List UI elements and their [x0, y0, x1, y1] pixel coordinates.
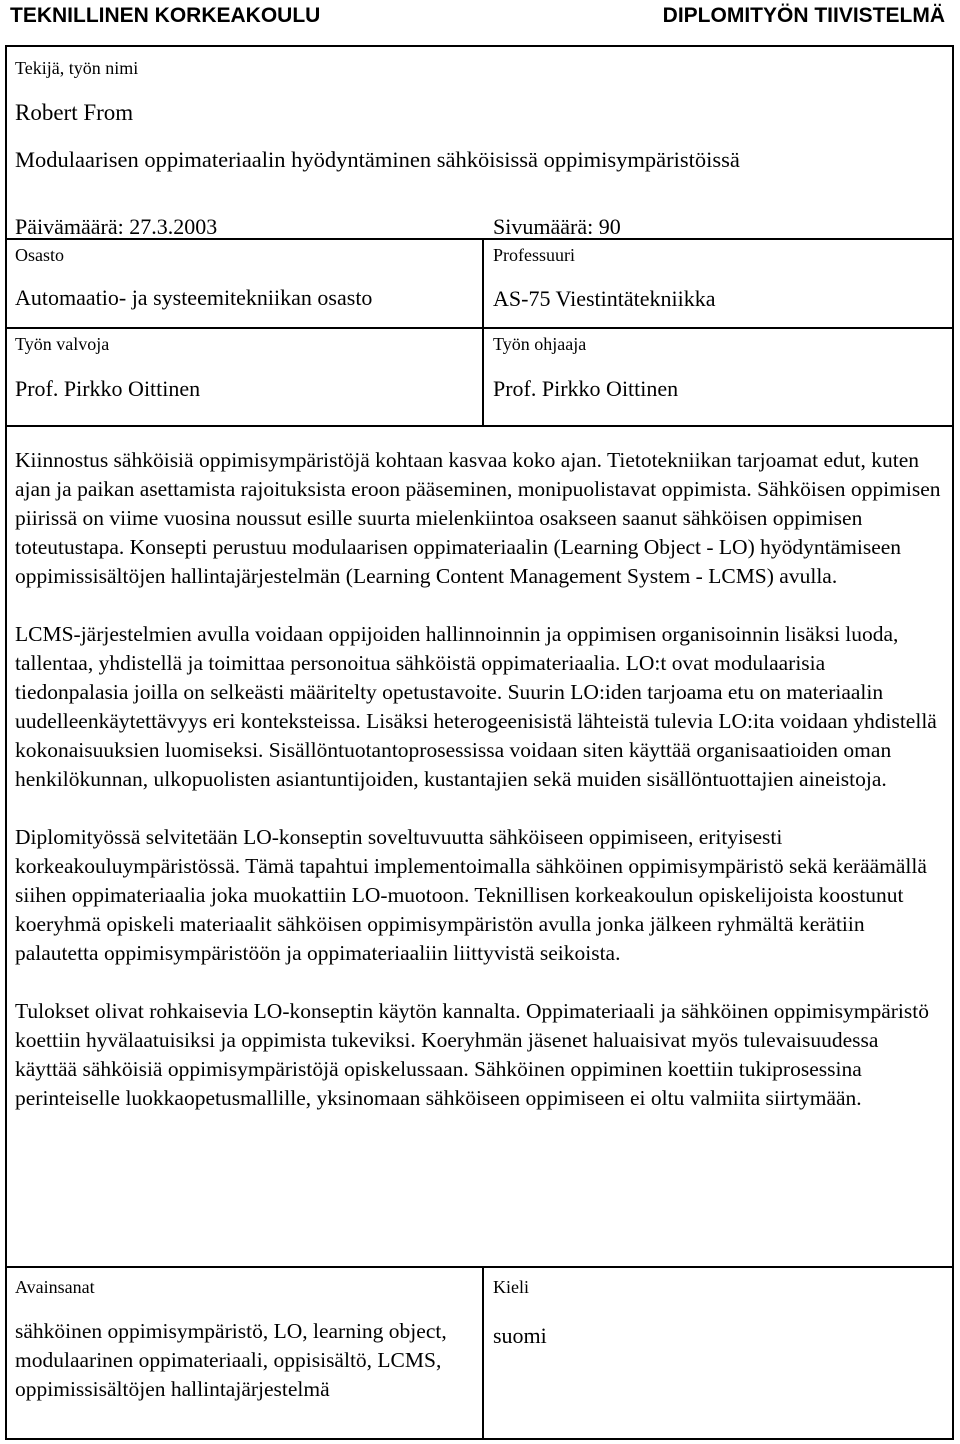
instructor-label: Työn ohjaaja — [493, 334, 587, 354]
author-label: Tekijä, työn nimi — [15, 58, 139, 78]
abstract-paragraph: LCMS-järjestelmien avulla voidaan oppijoiden hallinnoinnin ja oppimisen organisoinnin lisäksi luoda, tallentaa, yhdistellä ja toimittaa personoitua sähköistä oppimateriaalia. LO:t ovat modulaarisia tiedonpalasia joilla on selkeästi määritelty opetustavoite. Suurin LO:iden tarjoama etu on materiaalin uudelleenkäytettävyys eri konteksteissa. Lisäksi heterogeenisistä lähteistä tulevia LO:ita voidaan yhdistellä kokonaisuuksien luomiseksi. Sisällöntuotantoprosessissa voidaan siten käyttää organisaatioiden oman henkilökunnan, ulkopuolisten asiantuntijoiden, kustantajien sekä muiden sisällöntuottajien aineistoja. — [15, 622, 937, 791]
page-count-field: Sivumäärä: 90 — [493, 214, 621, 239]
author-name: Robert From — [15, 100, 134, 125]
divider — [7, 238, 952, 240]
thesis-title: Modulaarisen oppimateriaalin hyödyntäminen sähköisissä oppimisympäristöissä — [15, 147, 740, 172]
divider — [7, 1266, 952, 1268]
supervisor-label: Työn valvoja — [15, 334, 110, 354]
document-type: DIPLOMITYÖN TIIVISTELMÄ — [662, 4, 945, 27]
abstract-body — [15, 446, 942, 1142]
supervisor-value: Prof. Pirkko Oittinen — [15, 376, 201, 401]
divider — [7, 425, 952, 427]
university-name: TEKNILLINEN KORKEAKOULU — [10, 4, 321, 27]
keywords-label: Avainsanat — [15, 1277, 95, 1297]
date-field: Päivämäärä: 27.3.2003 — [15, 214, 218, 239]
keywords-value: sähköinen oppimisympäristö, LO, learning object, modulaarinen oppimateriaali, oppisisältö, LCMS, oppimissisältöjen hallintajärjestelmä — [15, 1319, 447, 1401]
document-header — [5, 0, 955, 34]
professorship-value: AS-75 Viestintätekniikka — [493, 286, 716, 311]
column-divider — [482, 238, 484, 426]
abstract-paragraph: Kiinnostus sähköisiä oppimisympäristöjä kohtaan kasvaa koko ajan. Tietotekniikan tarjoamat edut, kuten ajan ja paikan asettamista rajoituksista eroon pääseminen, monipuolistavat oppimista. Sähköisen oppimisen piirissä on viime vuosina noussut esille suurta mielenkiintoa osakseen saanut sähköisen oppimisen toteutustapa. Konsepti perustuu modulaarisen oppimateriaalin (Learning Object - LO) hyödyntämiseen oppimissisältöjen hallintajärjestelmän (Learning Content Management System - LCMS) avulla. — [15, 448, 941, 588]
abstract-paragraph: Tulokset olivat rohkaisevia LO-konseptin käytön kannalta. Oppimateriaali ja sähköinen oppimisympäristö koettiin hyvälaatuisiksi ja oppimista tukeviksi. Koeryhmän jäsenet haluaisivat myös tulevaisuudessa käyttää sähköisiä oppimisympäristöjä opiskelussaan. Sähköinen oppiminen koettiin tukiprosessina perinteiselle luokkaopetusmallille, yksinomaan sähköiseen oppimiseen ei oltu valmiita siirtymään. — [15, 999, 929, 1110]
divider — [7, 327, 952, 329]
abstract-form — [5, 45, 954, 1440]
department-value: Automaatio- ja systeemitekniikan osasto — [15, 285, 373, 310]
language-value: suomi — [493, 1323, 547, 1348]
professorship-label: Professuuri — [493, 245, 575, 265]
column-divider — [482, 1266, 484, 1438]
department-label: Osasto — [15, 245, 64, 265]
instructor-value: Prof. Pirkko Oittinen — [493, 376, 679, 401]
abstract-paragraph: Diplomityössä selvitetään LO-konseptin soveltuvuutta sähköiseen oppimiseen, erityisesti korkeakouluympäristössä. Tämä tapahtui implementoimalla sähköinen oppimisympäristö sekä keräämällä siihen oppimateriaalia joka muokattiin LO-muotoon. Teknillisen korkeakoulun opiskelijoista koostunut koeryhmä opiskeli materiaalit sähköisen oppimisympäristön avulla jonka jälkeen ryhmältä kerätiin palautetta oppimisympäristöön ja oppimateriaaliin liittyvistä seikoista. — [15, 825, 927, 965]
language-label: Kieli — [493, 1277, 529, 1297]
